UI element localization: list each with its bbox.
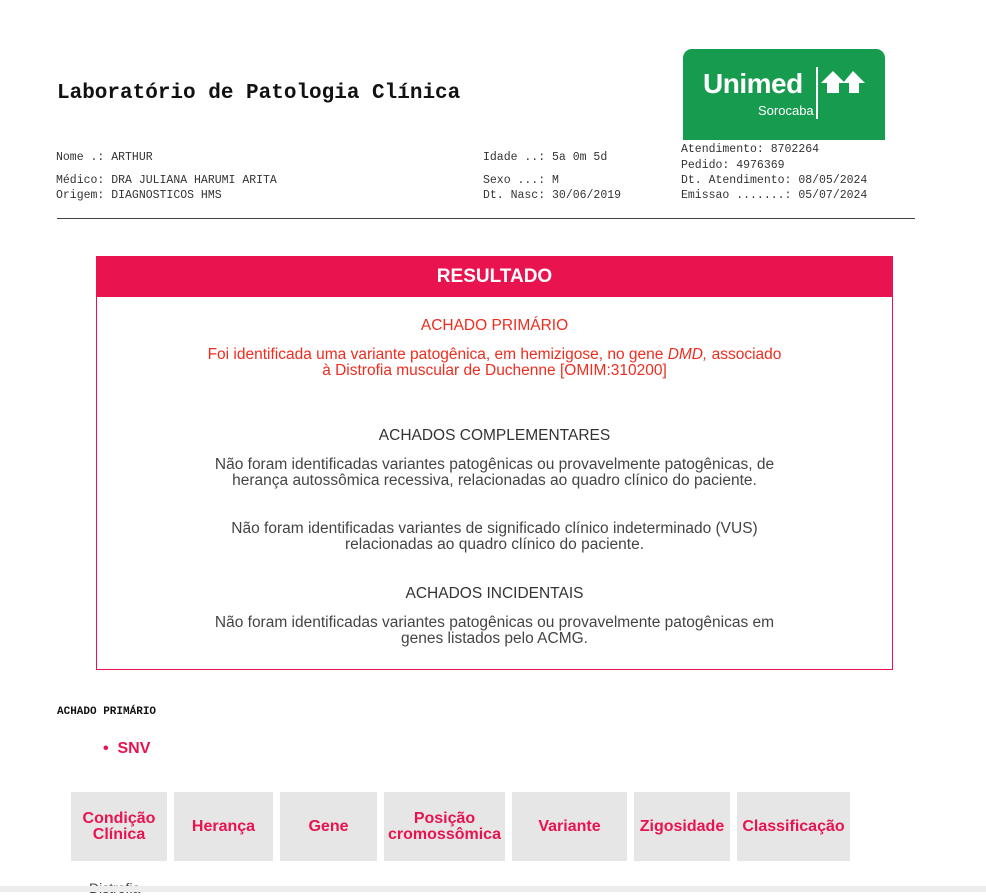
result-box <box>96 256 893 670</box>
primary-line2: à Distrofia muscular de Duchenne [OMIM:310200] <box>322 362 667 379</box>
patient-origin: Origem: DIAGNOSTICOS HMS <box>56 189 222 202</box>
header-divider <box>57 218 915 219</box>
lab-title: Laboratório de Patologia Clínica <box>57 82 461 105</box>
issue-date: Emissao .......: 05/07/2024 <box>681 189 868 202</box>
complementary-paragraph-1 <box>97 457 892 489</box>
complementary-p2-line2: relacionadas ao quadro clínico do paciente. <box>344 536 644 553</box>
primary-finding-text <box>97 347 892 379</box>
patient-sex: Sexo ...: M <box>483 174 559 187</box>
snv-bullet: • SNV <box>103 740 151 757</box>
page-bottom-edge <box>0 886 986 892</box>
table-header-condicao: Condição Clínica <box>71 792 167 861</box>
incidental-title: ACHADOS INCIDENTAIS <box>405 585 584 602</box>
table-header-zigosidade: Zigosidade <box>634 792 730 861</box>
logo-divider <box>816 67 818 119</box>
order-number: Pedido: 4976369 <box>681 159 785 172</box>
incidental-paragraph <box>97 615 892 647</box>
complementary-p2-line1: Não foram identificadas variantes de significado clínico indeterminado (VUS) <box>231 520 758 537</box>
table-header-classificacao: Classificação <box>737 792 850 861</box>
patient-doctor: Médico: DRA JULIANA HARUMI ARITA <box>56 174 277 187</box>
complementary-paragraph-2 <box>97 521 892 553</box>
unimed-logo <box>683 49 885 140</box>
table-header-gene: Gene <box>280 792 377 861</box>
patient-name: Nome .: ARTHUR <box>56 151 153 164</box>
table-header-heranca: Herança <box>174 792 273 861</box>
table-header-variante: Variante <box>512 792 627 861</box>
result-title: RESULTADO <box>97 257 892 297</box>
primary-finding-title: ACHADO PRIMÁRIO <box>420 317 569 334</box>
patient-age: Idade ..: 5a 0m 5d <box>483 151 608 164</box>
gene-name: DMD, <box>667 346 708 363</box>
primary-line1-post: associado <box>707 346 782 363</box>
incidental-line1: Não foram identificadas variantes patogênicas ou provavelmente patogênicas em <box>214 614 775 631</box>
complementary-title: ACHADOS COMPLEMENTARES <box>378 427 611 444</box>
complementary-p1-line1: Não foram identificadas variantes patogênicas ou provavelmente patogênicas, de <box>214 456 775 473</box>
logo-name: Unimed <box>703 68 803 99</box>
attendance-number: Atendimento: 8702264 <box>681 143 820 156</box>
incidental-line2: genes listados pelo ACMG. <box>401 630 588 647</box>
attendance-date: Dt. Atendimento: 08/05/2024 <box>681 174 868 187</box>
logo-subtitle: Sorocaba <box>758 103 814 118</box>
patient-birthdate: Dt. Nasc: 30/06/2019 <box>483 189 622 202</box>
primary-line1-pre: Foi identificada uma variante patogênica, em hemizigose, no gene <box>207 346 668 363</box>
complementary-p1-line2: herança autossômica recessiva, relacionadas ao quadro clínico do paciente. <box>232 472 757 489</box>
table-header-posicao: Posição cromossômica <box>384 792 505 861</box>
section-heading: ACHADO PRIMÁRIO <box>57 706 157 718</box>
snv-label: SNV <box>117 740 151 757</box>
logo-tree-icon <box>821 71 865 101</box>
